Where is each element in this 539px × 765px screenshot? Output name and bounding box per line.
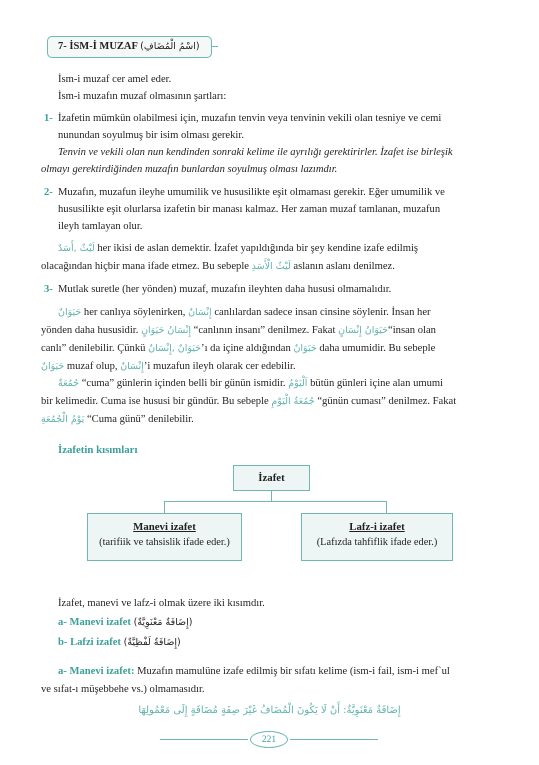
- cond3-line-7: [41, 395, 456, 408]
- diagram-root-box: [233, 465, 310, 491]
- cond3-line-6b: bütün günleri içine alan umumi: [310, 378, 444, 389]
- diagram-right-title: Lafz-i izafet: [349, 521, 405, 533]
- cond3-line-2: [58, 306, 431, 319]
- arabic-term: حَيَوَانٌ: [41, 361, 65, 372]
- cond3-number: 3-: [44, 284, 53, 295]
- part-a-arabic: (إِضَافَةٌ مَعْنَوِيَّةٌ): [133, 617, 193, 628]
- arabic-term: جُمُعَةُ الْيَوْمِ: [271, 396, 315, 407]
- cond1-line-2: nunundan soyulmuş bir isim olması gerekir.: [58, 130, 244, 141]
- arabic-term: يَوْمُ الْجُمُعَةِ: [41, 414, 85, 425]
- cond3-line-4a: canlı” denilebilir. Çünkü: [41, 343, 146, 354]
- section-title: İzafetin kısımları: [58, 444, 138, 456]
- diagram-connector: [271, 491, 272, 501]
- cond3-line-6: [58, 377, 443, 390]
- arabic-term: حَيَوَانُ إِنْسَانٍ: [338, 325, 389, 336]
- diagram-right-subtitle: (Lafızda tahfiflik ifade eder.): [316, 537, 438, 548]
- arabic-term: حَيَوَانٌ: [58, 307, 82, 318]
- cond3-line-2b: canlılardan sadece insan cinsine söylenir. İnsan her: [214, 307, 431, 318]
- intro-line-2: İsm-i muzafın muzaf olmasının şartları:: [58, 91, 227, 102]
- arabic-term: إِنْسَانٌ: [188, 307, 212, 318]
- cond3-line-4: [41, 342, 435, 355]
- cond1-line-1: İzafetin mümkün olabilmesi için, muzafın tenvin veya tenvinin vekili olan tesniye ve cemi: [58, 113, 442, 124]
- cond3-line-7a: bir kelimedir. Cuma ise hususi bir gündür. Bu sebeple: [41, 396, 269, 407]
- header-connector: [212, 46, 218, 47]
- arabic-term: جُمُعَةٌ: [58, 378, 80, 389]
- cond3-line-3b: “canlının insanı” denilmez. Fakat: [193, 325, 336, 336]
- definition-label: a- Manevi izafet:: [58, 666, 135, 677]
- cond3-line-2a: her canlıya söylenirken,: [83, 307, 186, 318]
- cond2-line-4: [58, 242, 418, 255]
- cond2-number: 2-: [44, 187, 53, 198]
- cond3-line-7b: “günün cuması” denilmez. Fakat: [317, 396, 457, 407]
- part-a-label: a- Manevi izafet: [58, 617, 131, 628]
- parts-paragraph: İzafet, manevi ve lafz-i olmak üzere iki kısımdır.: [58, 598, 265, 609]
- part-b-arabic: (إِضَافَةٌ لَفْظِيَّةٌ): [123, 637, 181, 648]
- cond3-line-6a: “cuma” günlerin içinden belli bir günün ismidir.: [81, 378, 286, 389]
- definition-line-2: ve sıfat-ı müşebbehe vs.) olmamasıdır.: [41, 684, 205, 695]
- cond2-line-5b: aslanın aslanı denilmez.: [293, 261, 395, 272]
- intro-line-1: İsm-i muzaf cer amel eder.: [58, 74, 172, 85]
- cond3-line-3c: “insan olan: [388, 325, 436, 336]
- cond3-line-5b: ’i muzafun ileyh olarak cer edebilir.: [143, 361, 296, 372]
- part-b: [58, 636, 181, 649]
- cond3-line-1: Mutlak suretle (her yönden) muzaf, muzafın ileyhten daha hususi olmamalıdır.: [58, 284, 392, 295]
- arabic-term: حَيَوَانٌ: [293, 343, 317, 354]
- arabic-term: إِنْسَانٌ: [120, 361, 144, 372]
- cond1-note-1: Tenvin ve vekili olan nun kendinden sonraki kelime ile ayrılığı gerektirirler. İzafet ise birleşik: [58, 147, 453, 158]
- footer-rule-right: [290, 739, 378, 740]
- diagram-root-label: İzafet: [258, 472, 285, 484]
- cond1-note-2: olmayı gerektirdiğinden muzafın bunlardan soyulmuş olması lazımdır.: [41, 164, 338, 175]
- diagram-left-box: [87, 513, 242, 561]
- footer-rule-left: [160, 739, 248, 740]
- part-a: [58, 616, 193, 629]
- cond2-line-4-text: her ikisi de aslan demektir. İzafet yapıldığında bir şey kendine izafe edilmiş: [97, 243, 419, 254]
- diagram-connector: [386, 501, 387, 513]
- cond2-line-1: Muzafın, muzafun ileyhe umumilik ve hususilikte eşit olmaması gerekir. Eğer umumilik ve: [58, 187, 445, 198]
- cond3-line-4c: daha umumidir. Bu sebeple: [319, 343, 436, 354]
- cond3-line-5: [41, 360, 296, 373]
- arabic-term: لَيْثٌ ,أَسَدٌ: [58, 243, 95, 254]
- arabic-term: لَيْثُ الْأَسَدِ: [251, 261, 291, 272]
- diagram-connector: [164, 501, 165, 513]
- cond2-line-5: [41, 260, 395, 273]
- arabic-term: إِنْسَانُ حَيَوَانٍ: [141, 325, 191, 336]
- section-header: [58, 41, 200, 52]
- cond2-line-3: ileyh tamlayan olur.: [58, 221, 143, 232]
- arabic-term: اَلْيَوْمُ: [288, 378, 308, 389]
- cond3-line-3a: yönden daha hususidir.: [41, 325, 139, 336]
- diagram-right-box: [301, 513, 453, 561]
- cond1-number: 1-: [44, 113, 53, 124]
- cond3-line-4b: ’ı da içine aldığından: [201, 343, 291, 354]
- part-b-label: b- Lafzi izafet: [58, 637, 121, 648]
- cond3-line-3: [41, 324, 436, 337]
- page-number: 221: [250, 731, 288, 748]
- cond3-line-8: [41, 413, 194, 426]
- diagram-connector: [164, 501, 387, 502]
- definition-line-1: [58, 665, 450, 678]
- diagram-left-title: Manevi izafet: [133, 521, 196, 533]
- cond2-line-5a: olacağından hiçbir mana ifade etmez. Bu sebeple: [41, 261, 249, 272]
- definition-arabic: إِضَافَةٌ مَعْنَوِيَّةٌ: أَنْ لَا يَكُونَ الْمُضَافُ غَيْرَ صِفَةٍ مُضَافَةٍ إِلَى مَعْمُولِهَا: [138, 705, 401, 716]
- arabic-term: حَيَوَانٌ ,إِنْسَانٌ: [148, 343, 202, 354]
- cond2-line-2: hususilikte eşit olurlarsa izafetin bir manası kalmaz. Her zaman muzaf tamlanan, muzafun: [58, 204, 441, 215]
- diagram-left-subtitle: (tarifiik ve tahsislik ifade eder.): [99, 537, 230, 548]
- definition-text-1: Muzafın mamulüne izafe edilmiş bir sıfatı kelime (ism-i fail, ism-i mef`ul: [137, 666, 450, 677]
- section-header-arabic: (اسْمُ الْمُضَافِ): [140, 41, 200, 52]
- cond3-line-8-text: “Cuma günü” denilebilir.: [86, 414, 194, 425]
- cond3-line-5a: muzaf olup,: [66, 361, 118, 372]
- section-header-title: 7- İSM-İ MUZAF: [58, 41, 138, 52]
